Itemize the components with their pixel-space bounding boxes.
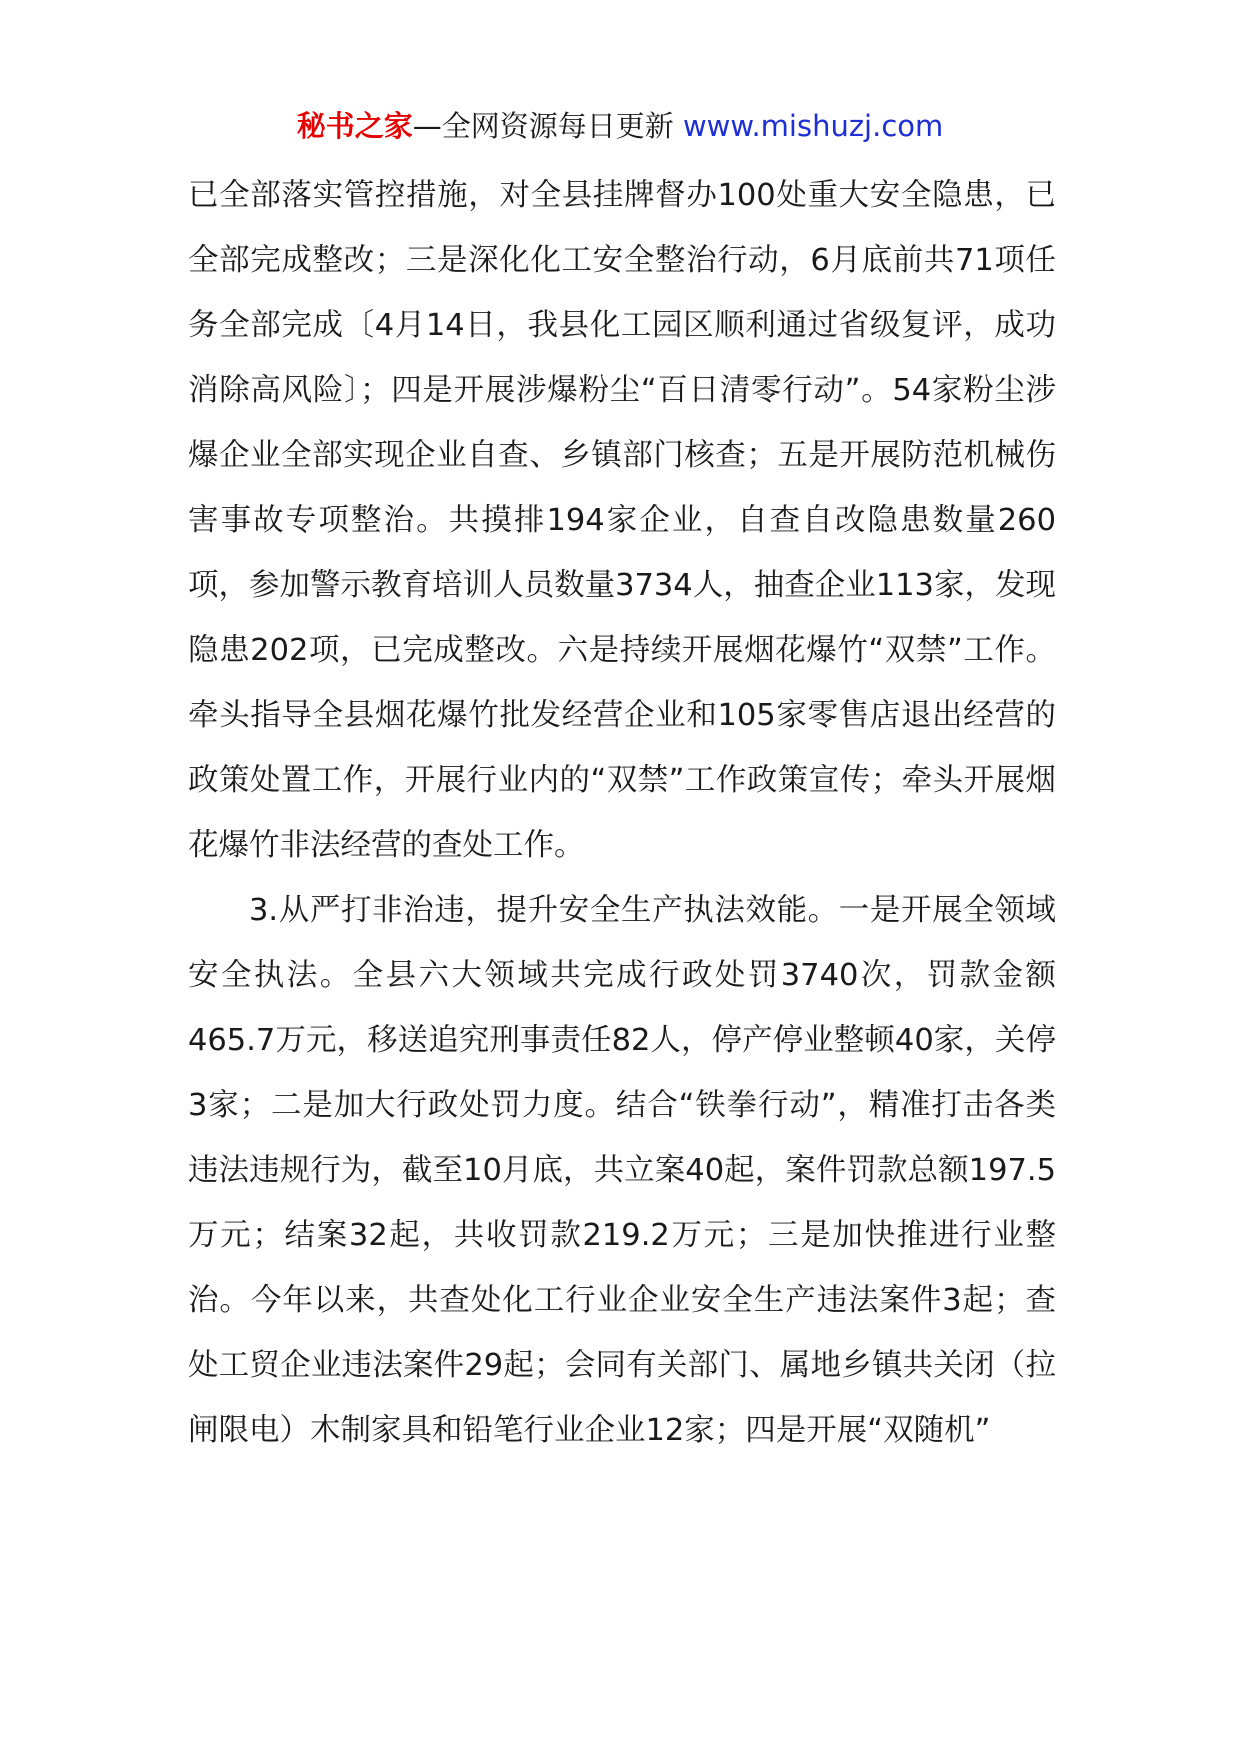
document-body [188,163,1056,1463]
site-url-link[interactable]: www.mishuzj.com [682,109,944,143]
paragraph-continued: 已全部落实管控措施，对全县挂牌督办100处重大安全隐患，已全部完成整改；三是深化化工安全整治行动，6月底前共71项任务全部完成〔4月14日，我县化工园区顺利通过省级复评，成功消除高风险〕；四是开展涉爆粉尘“百日清零行动”。54家粉尘涉爆企业全部实现企业自查、乡镇部门核查；五是开展防范机械伤害事故专项整治。共摸排194家企业，自查自改隐患数量260项，参加警示教育培训人员数量3734人，抽查企业113家，发现隐患202项，已完成整改。六是持续开展烟花爆竹“双禁”工作。牵头指导全县烟花爆竹批发经营企业和105家零售店退出经营的政策处置工作，开展行业内的“双禁”工作政策宣传；牵头开展烟花爆竹非法经营的查处工作。 [188,178,1056,863]
site-brand: 秘书之家 [296,109,413,143]
site-tagline: —全网资源每日更新 [412,109,674,143]
paragraph-section-3: 3.从严打非治违，提升安全生产执法效能。一是开展全领域安全执法。全县六大领域共完成行政处罚3740次，罚款金额465.7万元，移送追究刑事责任82人，停产停业整顿40家，关停3家；二是加大行政处罚力度。结合“铁拳行动”，精准打击各类违法违规行为，截至10月底，共立案40起，案件罚款总额197.5万元；结案32起，共收罚款219.2万元；三是加快推进行业整治。今年以来，共查处化工行业企业安全生产违法案件3起；查处工贸企业违法案件29起；会同有关部门、属地乡镇共关闭（拉闸限电）木制家具和铅笔行业企业12家；四是开展“双随机” [188,893,1056,1448]
site-header [0,104,1240,148]
